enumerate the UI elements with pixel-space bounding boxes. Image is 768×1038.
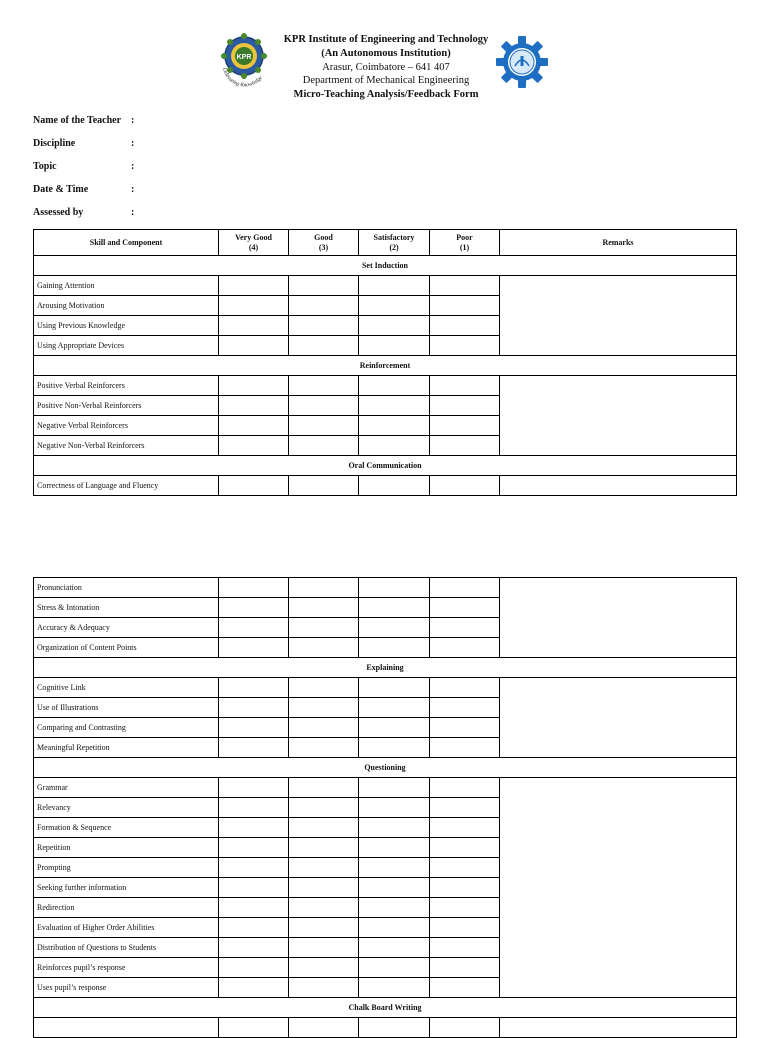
rating-satisfactory-cell[interactable] [359,336,430,356]
rating-satisfactory-cell[interactable] [359,1018,430,1038]
rating-poor-cell[interactable] [430,818,500,838]
rating-poor-cell[interactable] [430,698,500,718]
rating-very-good-cell[interactable] [219,818,289,838]
rating-good-cell[interactable] [289,618,359,638]
rating-very-good-cell[interactable] [219,978,289,998]
logo-tagline-text: Cultivating Knowledge [220,67,264,89]
rating-satisfactory-cell[interactable] [359,718,430,738]
col-very-good-header: Very Good (4) [219,230,289,256]
rating-very-good-cell[interactable] [219,436,289,456]
gear-emblem-icon [496,36,548,88]
rating-poor-cell[interactable] [430,838,500,858]
rating-very-good-cell[interactable] [219,678,289,698]
rating-satisfactory-cell[interactable] [359,296,430,316]
section-title: Oral Communication [34,456,737,476]
skill-label: Uses pupil’s response [34,978,219,998]
col-poor-header: Poor (1) [430,230,500,256]
skill-label: Use of Illustrations [34,698,219,718]
skill-label: Prompting [34,858,219,878]
col-satisfactory-header: Satisfactory (2) [359,230,430,256]
rating-poor-cell[interactable] [430,898,500,918]
rating-poor-cell[interactable] [430,958,500,978]
field-label: Topic [33,161,57,172]
rating-good-cell[interactable] [289,858,359,878]
rating-satisfactory-cell[interactable] [359,958,430,978]
rating-good-cell[interactable] [289,938,359,958]
remarks-cell[interactable] [500,376,737,456]
rating-poor-cell[interactable] [430,618,500,638]
rating-good-cell[interactable] [289,958,359,978]
rating-good-cell[interactable] [289,678,359,698]
rating-poor-cell[interactable] [430,1018,500,1038]
rating-poor-cell[interactable] [430,336,500,356]
rating-very-good-cell[interactable] [219,618,289,638]
rating-poor-cell[interactable] [430,296,500,316]
skill-label: Formation & Sequence [34,818,219,838]
rating-good-cell[interactable] [289,778,359,798]
rating-satisfactory-cell[interactable] [359,476,430,496]
rating-satisfactory-cell[interactable] [359,698,430,718]
rating-very-good-cell[interactable] [219,878,289,898]
skill-label: Redirection [34,898,219,918]
rating-good-cell[interactable] [289,978,359,998]
institute-address: Arasur, Coimbatore – 641 407 [322,61,450,73]
col-remarks-header: Remarks [500,230,737,256]
rating-satisfactory-cell[interactable] [359,738,430,758]
rating-very-good-cell[interactable] [219,858,289,878]
rating-good-cell[interactable] [289,818,359,838]
rating-good-cell[interactable] [289,276,359,296]
skill-label: Negative Verbal Reinforcers [34,416,219,436]
rating-poor-cell[interactable] [430,978,500,998]
skill-label: Distribution of Questions to Students [34,938,219,958]
rating-poor-cell[interactable] [430,918,500,938]
skill-label: Using Appropriate Devices [34,336,219,356]
rating-very-good-cell[interactable] [219,276,289,296]
rating-poor-cell[interactable] [430,678,500,698]
rating-satisfactory-cell[interactable] [359,938,430,958]
field-label: Assessed by [33,207,84,218]
section-header-row [34,256,737,276]
section-header-row [34,998,737,1018]
header-text-block [270,33,502,102]
skill-label: Seeking further information [34,878,219,898]
skill-label: Cognitive Link [34,678,219,698]
rating-poor-cell[interactable] [430,798,500,818]
rating-satisfactory-cell[interactable] [359,878,430,898]
institute-name: KPR Institute of Engineering and Technology [283,34,489,45]
remarks-cell[interactable] [500,1018,737,1038]
rating-very-good-cell[interactable] [219,316,289,336]
rating-poor-cell[interactable] [430,276,500,296]
rating-very-good-cell[interactable] [219,918,289,938]
rating-satisfactory-cell[interactable] [359,416,430,436]
skill-label: Repetition [34,838,219,858]
rating-good-cell[interactable] [289,416,359,436]
rating-satisfactory-cell[interactable] [359,978,430,998]
rating-very-good-cell[interactable] [219,638,289,658]
rating-very-good-cell[interactable] [219,396,289,416]
table-row [34,578,737,598]
col-good-header: Good (3) [289,230,359,256]
rating-satisfactory-cell[interactable] [359,818,430,838]
rating-poor-cell[interactable] [430,436,500,456]
rating-satisfactory-cell[interactable] [359,898,430,918]
rating-very-good-cell[interactable] [219,938,289,958]
rating-poor-cell[interactable] [430,416,500,436]
rating-very-good-cell[interactable] [219,698,289,718]
rating-good-cell[interactable] [289,698,359,718]
section-header-row [34,456,737,476]
rating-satisfactory-cell[interactable] [359,918,430,938]
rating-poor-cell[interactable] [430,858,500,878]
kpr-logo-icon [214,32,274,92]
skill-label: Grammar [34,778,219,798]
table-row [34,476,737,496]
rating-good-cell[interactable] [289,598,359,618]
skill-label: Comparing and Contrasting [34,718,219,738]
table-row [34,778,737,798]
skill-label: Evaluation of Higher Order Abilities [34,918,219,938]
rating-satisfactory-cell[interactable] [359,678,430,698]
rating-satisfactory-cell[interactable] [359,578,430,598]
rating-poor-cell[interactable] [430,316,500,336]
table-row [34,678,737,698]
rating-poor-cell[interactable] [430,578,500,598]
remarks-cell[interactable] [500,578,737,658]
rating-poor-cell[interactable] [430,396,500,416]
rating-very-good-cell[interactable] [219,798,289,818]
rating-poor-cell[interactable] [430,778,500,798]
rating-poor-cell[interactable] [430,738,500,758]
rating-very-good-cell[interactable] [219,336,289,356]
rating-good-cell[interactable] [289,376,359,396]
rating-good-cell[interactable] [289,898,359,918]
rating-very-good-cell[interactable] [219,898,289,918]
department-name: Department of Mechanical Engineering [302,75,470,87]
rating-good-cell[interactable] [289,878,359,898]
rating-satisfactory-cell[interactable] [359,778,430,798]
rating-very-good-cell[interactable] [219,476,289,496]
rating-good-cell[interactable] [289,436,359,456]
rating-satisfactory-cell[interactable] [359,838,430,858]
remarks-cell[interactable] [500,276,737,356]
rating-good-cell[interactable] [289,718,359,738]
section-title: Chalk Board Writing [34,998,737,1018]
rating-good-cell[interactable] [289,476,359,496]
rating-very-good-cell[interactable] [219,1018,289,1038]
skill-label: Accuracy & Adequacy [34,618,219,638]
section-title: Explaining [34,658,737,678]
rating-poor-cell[interactable] [430,878,500,898]
form-title: Micro-Teaching Analysis/Feedback Form [293,89,479,101]
field-label: Name of the Teacher [33,115,122,126]
form-header [0,30,768,102]
skill-label: Pronunciation [34,578,219,598]
rating-satisfactory-cell[interactable] [359,376,430,396]
rating-good-cell[interactable] [289,738,359,758]
rating-satisfactory-cell[interactable] [359,798,430,818]
rating-satisfactory-cell[interactable] [359,396,430,416]
rating-very-good-cell[interactable] [219,838,289,858]
skill-label: Positive Non-Verbal Reinforcers [34,396,219,416]
remarks-cell[interactable] [500,476,737,496]
rating-good-cell[interactable] [289,296,359,316]
skill-label: Negative Non-Verbal Reinforcers [34,436,219,456]
field-label: Discipline [33,138,76,149]
rating-poor-cell[interactable] [430,598,500,618]
rating-satisfactory-cell[interactable] [359,316,430,336]
rating-satisfactory-cell[interactable] [359,436,430,456]
rating-poor-cell[interactable] [430,476,500,496]
rating-good-cell[interactable] [289,336,359,356]
rating-good-cell[interactable] [289,838,359,858]
rating-very-good-cell[interactable] [219,598,289,618]
section-title: Questioning [34,758,737,778]
rating-very-good-cell[interactable] [219,416,289,436]
section-title: Set Induction [34,256,737,276]
skill-label: Organization of Content Points [34,638,219,658]
skill-label: Gaining Attention [34,276,219,296]
rating-good-cell[interactable] [289,1018,359,1038]
section-title: Reinforcement [34,356,737,376]
rating-good-cell[interactable] [289,798,359,818]
rating-good-cell[interactable] [289,578,359,598]
table-row [34,276,737,296]
rating-very-good-cell[interactable] [219,958,289,978]
table-row [34,376,737,396]
institute-status: (An Autonomous Institution) [321,47,451,59]
rating-satisfactory-cell[interactable] [359,276,430,296]
skill-label: Arousing Motivation [34,296,219,316]
field-label: Date & Time [33,184,89,195]
section-header-row [34,758,737,778]
rating-very-good-cell[interactable] [219,718,289,738]
skill-label: Meaningful Repetition [34,738,219,758]
rating-very-good-cell[interactable] [219,778,289,798]
skill-label [34,1018,219,1038]
rating-poor-cell[interactable] [430,376,500,396]
table-header-row [34,230,737,256]
rating-good-cell[interactable] [289,918,359,938]
section-header-row [34,356,737,376]
rating-satisfactory-cell[interactable] [359,598,430,618]
skill-label: Relevancy [34,798,219,818]
rating-very-good-cell[interactable] [219,738,289,758]
rating-satisfactory-cell[interactable] [359,618,430,638]
feedback-table-page2 [33,577,737,1038]
feedback-table-page1 [33,229,737,496]
rating-good-cell[interactable] [289,638,359,658]
skill-label: Correctness of Language and Fluency [34,476,219,496]
rating-poor-cell[interactable] [430,718,500,738]
skill-label: Reinforces pupil’s response [34,958,219,978]
section-header-row [34,658,737,678]
logo-mark-text: KPR [236,54,252,61]
rating-poor-cell[interactable] [430,638,500,658]
skill-label: Stress & Intonation [34,598,219,618]
rating-very-good-cell[interactable] [219,296,289,316]
rating-satisfactory-cell[interactable] [359,638,430,658]
table-row [34,1018,737,1038]
rating-good-cell[interactable] [289,316,359,336]
rating-very-good-cell[interactable] [219,376,289,396]
col-skill-header: Skill and Component [34,230,219,256]
skill-label: Using Previous Knowledge [34,316,219,336]
rating-poor-cell[interactable] [430,938,500,958]
remarks-cell[interactable] [500,678,737,758]
skill-label: Positive Verbal Reinforcers [34,376,219,396]
rating-good-cell[interactable] [289,396,359,416]
rating-satisfactory-cell[interactable] [359,858,430,878]
rating-very-good-cell[interactable] [219,578,289,598]
remarks-cell[interactable] [500,778,737,998]
